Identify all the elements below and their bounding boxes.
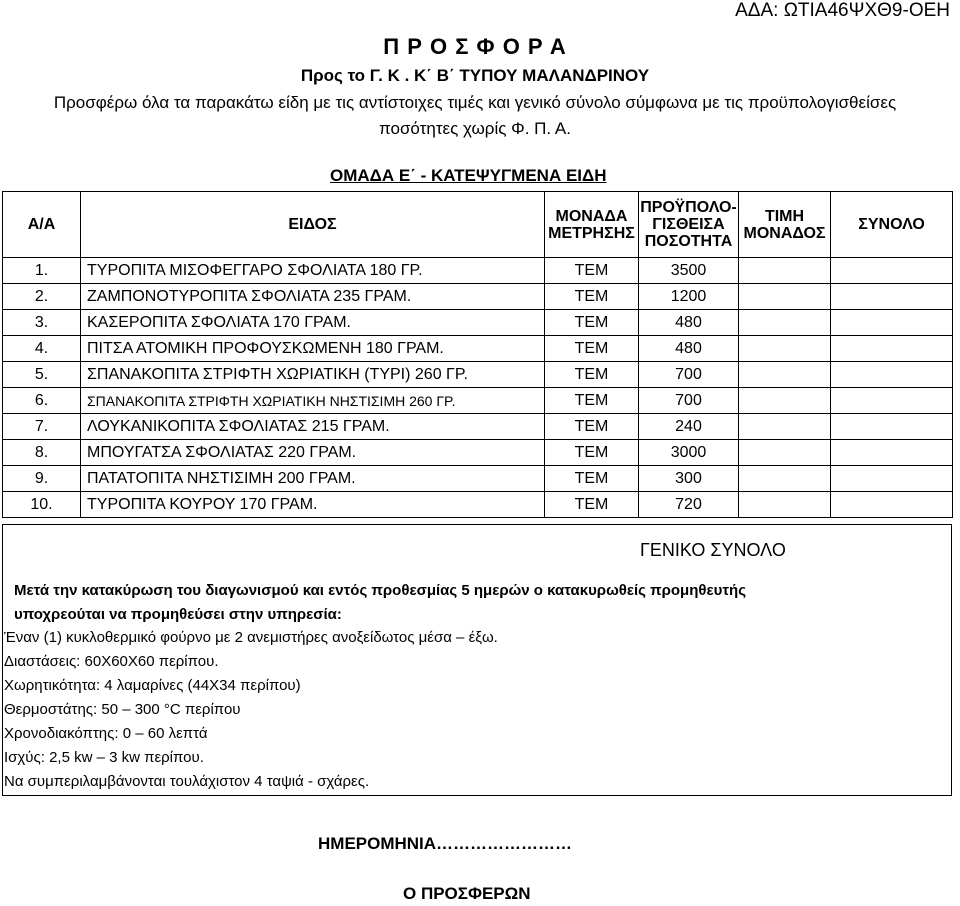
spec-dimensions: Διαστάσεις: 60Χ60Χ60 περίπου. [4,653,219,670]
row-number: 1. [3,258,81,284]
header-price: ΤΙΜΗ ΜΟΝΑΔΟΣ [739,192,831,258]
row-unit: ΤΕΜ [545,284,639,310]
grand-total-label: ΓΕΝΙΚΟ ΣΥΝΟΛΟ [640,540,786,560]
row-item: ΤΥΡΟΠΙΤΑ ΚΟΥΡΟΥ 170 ΓΡΑΜ. [81,492,545,518]
date-field[interactable]: ΗΜΕΡΟΜΗΝΙΑ…………………… [318,834,573,853]
row-number: 4. [3,336,81,362]
row-unit: ΤΕΜ [545,440,639,466]
row-number: 5. [3,362,81,388]
row-unit: ΤΕΜ [545,414,639,440]
table-row [3,440,953,466]
table-row [3,336,953,362]
table-row [3,414,953,440]
row-qty: 3000 [639,440,739,466]
row-qty: 720 [639,492,739,518]
header-qty: ΠΡΟΫΠΟΛΟ-ΓΙΣΘΕΙΣΑ ΠΟΣΟΤΗΤΑ [639,192,739,258]
row-item: ΠΑΤΑΤΟΠΙΤΑ ΝΗΣΤΙΣΙΜΗ 200 ΓΡΑΜ. [81,466,545,492]
row-number: 7. [3,414,81,440]
row-qty: 480 [639,310,739,336]
intro-text: Προσφέρω όλα τα παρακάτω είδη με τις αντίστοιχες τιμές και γενικό σύνολο σύμφωνα με τις προϋπολογισθείσες ποσότητες χωρίς Φ. Π. Α. [53,93,897,138]
spec-power: Ισχύς: 2,5 kw – 3 kw περίπου. [4,749,204,766]
row-unit: ΤΕΜ [545,362,639,388]
row-qty: 3500 [639,258,739,284]
row-number: 8. [3,440,81,466]
row-price-cell[interactable] [739,466,831,492]
row-item: ΠΙΤΣΑ ΑΤΟΜΙΚΗ ΠΡΟΦΟΥΣΚΩΜΕΝΗ 180 ΓΡΑΜ. [81,336,545,362]
offeror-label: Ο ΠΡΟΣΦΕΡΩΝ [403,884,531,903]
table-row [3,258,953,284]
row-price-cell[interactable] [739,310,831,336]
row-item: ΣΠΑΝΑΚΟΠΙΤΑ ΣΤΡΙΦΤΗ ΧΩΡΙΑΤΙΚΗ ΝΗΣΤΙΣΙΜΗ 260 ΓΡ. [81,388,545,414]
table-row [3,466,953,492]
addressee: Προς το Γ. Κ . Κ΄ Β΄ ΤΥΠΟΥ ΜΑΛΑΝΔΡΙΝΟΥ [300,66,650,85]
row-item: ΜΠΟΥΓΑΤΣΑ ΣΦΟΛΙΑΤΑΣ 220 ΓΡΑΜ. [81,440,545,466]
row-total-cell[interactable] [831,336,953,362]
row-total-cell[interactable] [831,310,953,336]
row-price-cell[interactable] [739,258,831,284]
row-qty: 240 [639,414,739,440]
row-price-cell[interactable] [739,440,831,466]
row-item: ΛΟΥΚΑΝΙΚΟΠΙΤΑ ΣΦΟΛΙΑΤΑΣ 215 ΓΡΑΜ. [81,414,545,440]
row-number: 10. [3,492,81,518]
row-unit: ΤΕΜ [545,310,639,336]
row-price-cell[interactable] [739,414,831,440]
row-total-cell[interactable] [831,466,953,492]
row-total-cell[interactable] [831,414,953,440]
spec-oven: Έναν (1) κυκλοθερμικό φούρνο με 2 ανεμιστήρες ανοξείδωτος μέσα – έξω. [4,629,498,646]
row-total-cell[interactable] [831,362,953,388]
table-header-row [3,192,953,258]
document-title: Π Ρ Ο Σ Φ Ο Ρ Α [383,34,567,59]
row-price-cell[interactable] [739,492,831,518]
row-number: 6. [3,388,81,414]
row-item: ΚΑΣΕΡΟΠΙΤΑ ΣΦΟΛΙΑΤΑ 170 ΓΡΑΜ. [81,310,545,336]
row-price-cell[interactable] [739,388,831,414]
row-qty: 480 [639,336,739,362]
row-qty: 700 [639,362,739,388]
spec-capacity: Χωρητικότητα: 4 λαμαρίνες (44Χ34 περίπου) [4,677,301,694]
row-item: ΤΥΡΟΠΙΤΑ ΜΙΣΟΦΕΓΓΑΡΟ ΣΦΟΛΙΑΤΑ 180 ΓΡ. [81,258,545,284]
row-total-cell[interactable] [831,258,953,284]
header-unit: ΜΟΝΑΔΑ ΜΕΤΡΗΣΗΣ [545,192,639,258]
row-total-cell[interactable] [831,284,953,310]
terms-line-2: υποχρεούται να προμηθεύσει στην υπηρεσία: [14,606,342,623]
row-total-cell[interactable] [831,388,953,414]
row-qty: 1200 [639,284,739,310]
row-price-cell[interactable] [739,284,831,310]
table-row [3,362,953,388]
row-qty: 300 [639,466,739,492]
row-number: 2. [3,284,81,310]
row-item: ΖΑΜΠΟΝΟΤΥΡΟΠΙΤΑ ΣΦΟΛΙΑΤΑ 235 ΓΡΑΜ. [81,284,545,310]
row-item: ΣΠΑΝΑΚΟΠΙΤΑ ΣΤΡΙΦΤΗ ΧΩΡΙΑΤΙΚΗ (ΤΥΡΙ) 260 ΓΡ. [81,362,545,388]
offer-table [2,191,953,518]
row-price-cell[interactable] [739,336,831,362]
ada-code: ΑΔΑ: ΩΤΙΑ46ΨΧΘ9-ΟΕΗ [735,0,950,21]
spec-thermostat: Θερμοστάτης: 50 – 300 °C περίπου [4,701,241,718]
header-aa: Α/Α [3,192,81,258]
table-row [3,310,953,336]
spec-trays: Να συμπεριλαμβάνονται τουλάχιστον 4 ταψιά - σχάρες. [4,773,370,790]
row-unit: ΤΕΜ [545,466,639,492]
header-total: ΣΥΝΟΛΟ [831,192,953,258]
row-total-cell[interactable] [831,492,953,518]
spec-timer: Χρονοδιακόπτης: 0 – 60 λεπτά [4,725,208,742]
table-row [3,388,953,414]
row-unit: ΤΕΜ [545,258,639,284]
row-number: 3. [3,310,81,336]
table-row [3,492,953,518]
header-item: ΕΙΔΟΣ [81,192,545,258]
row-unit: ΤΕΜ [545,336,639,362]
group-title: ΟΜΑΔΑ Ε΄ - ΚΑΤΕΨΥΓΜΕΝΑ ΕΙΔΗ [330,166,607,185]
row-unit: ΤΕΜ [545,492,639,518]
terms-line-1: Μετά την κατακύρωση του διαγωνισμού και εντός προθεσμίας 5 ημερών ο κατακυρωθείς προμηθευτής [14,582,747,599]
row-price-cell[interactable] [739,362,831,388]
row-qty: 700 [639,388,739,414]
row-unit: ΤΕΜ [545,388,639,414]
table-row [3,284,953,310]
row-total-cell[interactable] [831,440,953,466]
row-number: 9. [3,466,81,492]
